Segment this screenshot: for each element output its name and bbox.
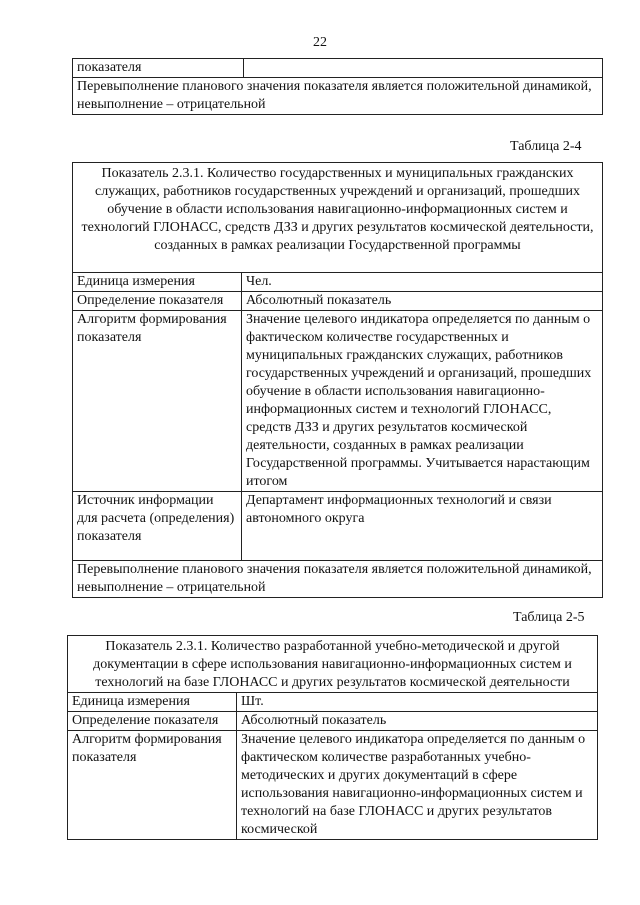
continuation-footer: Перевыполнение планового значения показателя является положительной динамикой, невыполнение – отрицательной xyxy=(73,78,603,115)
table-2-5-row-value: Шт. xyxy=(237,693,598,712)
table-2-5 xyxy=(67,635,598,840)
table-2-4-row-label: Определение показателя xyxy=(73,292,242,311)
table-2-4-row-value: Чел. xyxy=(242,273,603,292)
table-2-5-row-label: Алгоритм формирования показателя xyxy=(68,731,237,840)
page-number: 22 xyxy=(313,35,327,50)
table-2-4 xyxy=(72,162,603,598)
continuation-label: показателя xyxy=(73,59,244,78)
table-2-5-row-value: Значение целевого индикатора определяется по данным о фактическом количестве разработанных учебно-методических и других документаций в сфере использования навигационно-информационных систем и технологий на базе ГЛОНАСС и других результатов космической xyxy=(237,731,598,840)
table-2-4-row-value: Значение целевого индикатора определяется по данным о фактическом количестве государственных и муниципальных гражданских служащих, работников государственных учреждений и организаций, прошедших обучение в области использования навигационно-информационных систем и технологий ГЛОНАСС, средств ДЗЗ и других результатов космической деятельности, созданных в рамках реализации Государственной программы. Учитывается нарастающим итогом xyxy=(242,311,603,492)
table-2-4-caption: Таблица 2-4 xyxy=(510,139,582,154)
table-2-4-row-label: Источник информации для расчета (определения) показателя xyxy=(73,492,242,561)
continuation-table xyxy=(72,58,603,115)
table-2-4-row-label: Единица измерения xyxy=(73,273,242,292)
table-2-5-row-value: Абсолютный показатель xyxy=(237,712,598,731)
table-2-5-row-label: Определение показателя xyxy=(68,712,237,731)
table-2-4-row-label: Алгоритм формирования показателя xyxy=(73,311,242,492)
table-2-5-caption: Таблица 2-5 xyxy=(513,610,585,625)
continuation-empty-cell xyxy=(244,59,603,78)
table-2-5-header: Показатель 2.3.1. Количество разработанной учебно-методической и другой документации в сфере использования навигационно-информационных систем и технологий на базе ГЛОНАСС и других результатов космической деятельности xyxy=(68,636,598,693)
table-2-4-footer: Перевыполнение планового значения показателя является положительной динамикой, невыполнение – отрицательной xyxy=(73,561,603,598)
table-2-5-row-label: Единица измерения xyxy=(68,693,237,712)
table-2-4-row-value: Департамент информационных технологий и связи автономного округа xyxy=(242,492,603,561)
table-2-4-header: Показатель 2.3.1. Количество государственных и муниципальных гражданских служащих, работников государственных учреждений и организаций, прошедших обучение в области использования навигационно-информационных систем и технологий ГЛОНАСС, средств ДЗЗ и других результатов космической деятельности, созданных в рамках реализации Государственной программы xyxy=(73,163,603,273)
table-2-4-row-value: Абсолютный показатель xyxy=(242,292,603,311)
